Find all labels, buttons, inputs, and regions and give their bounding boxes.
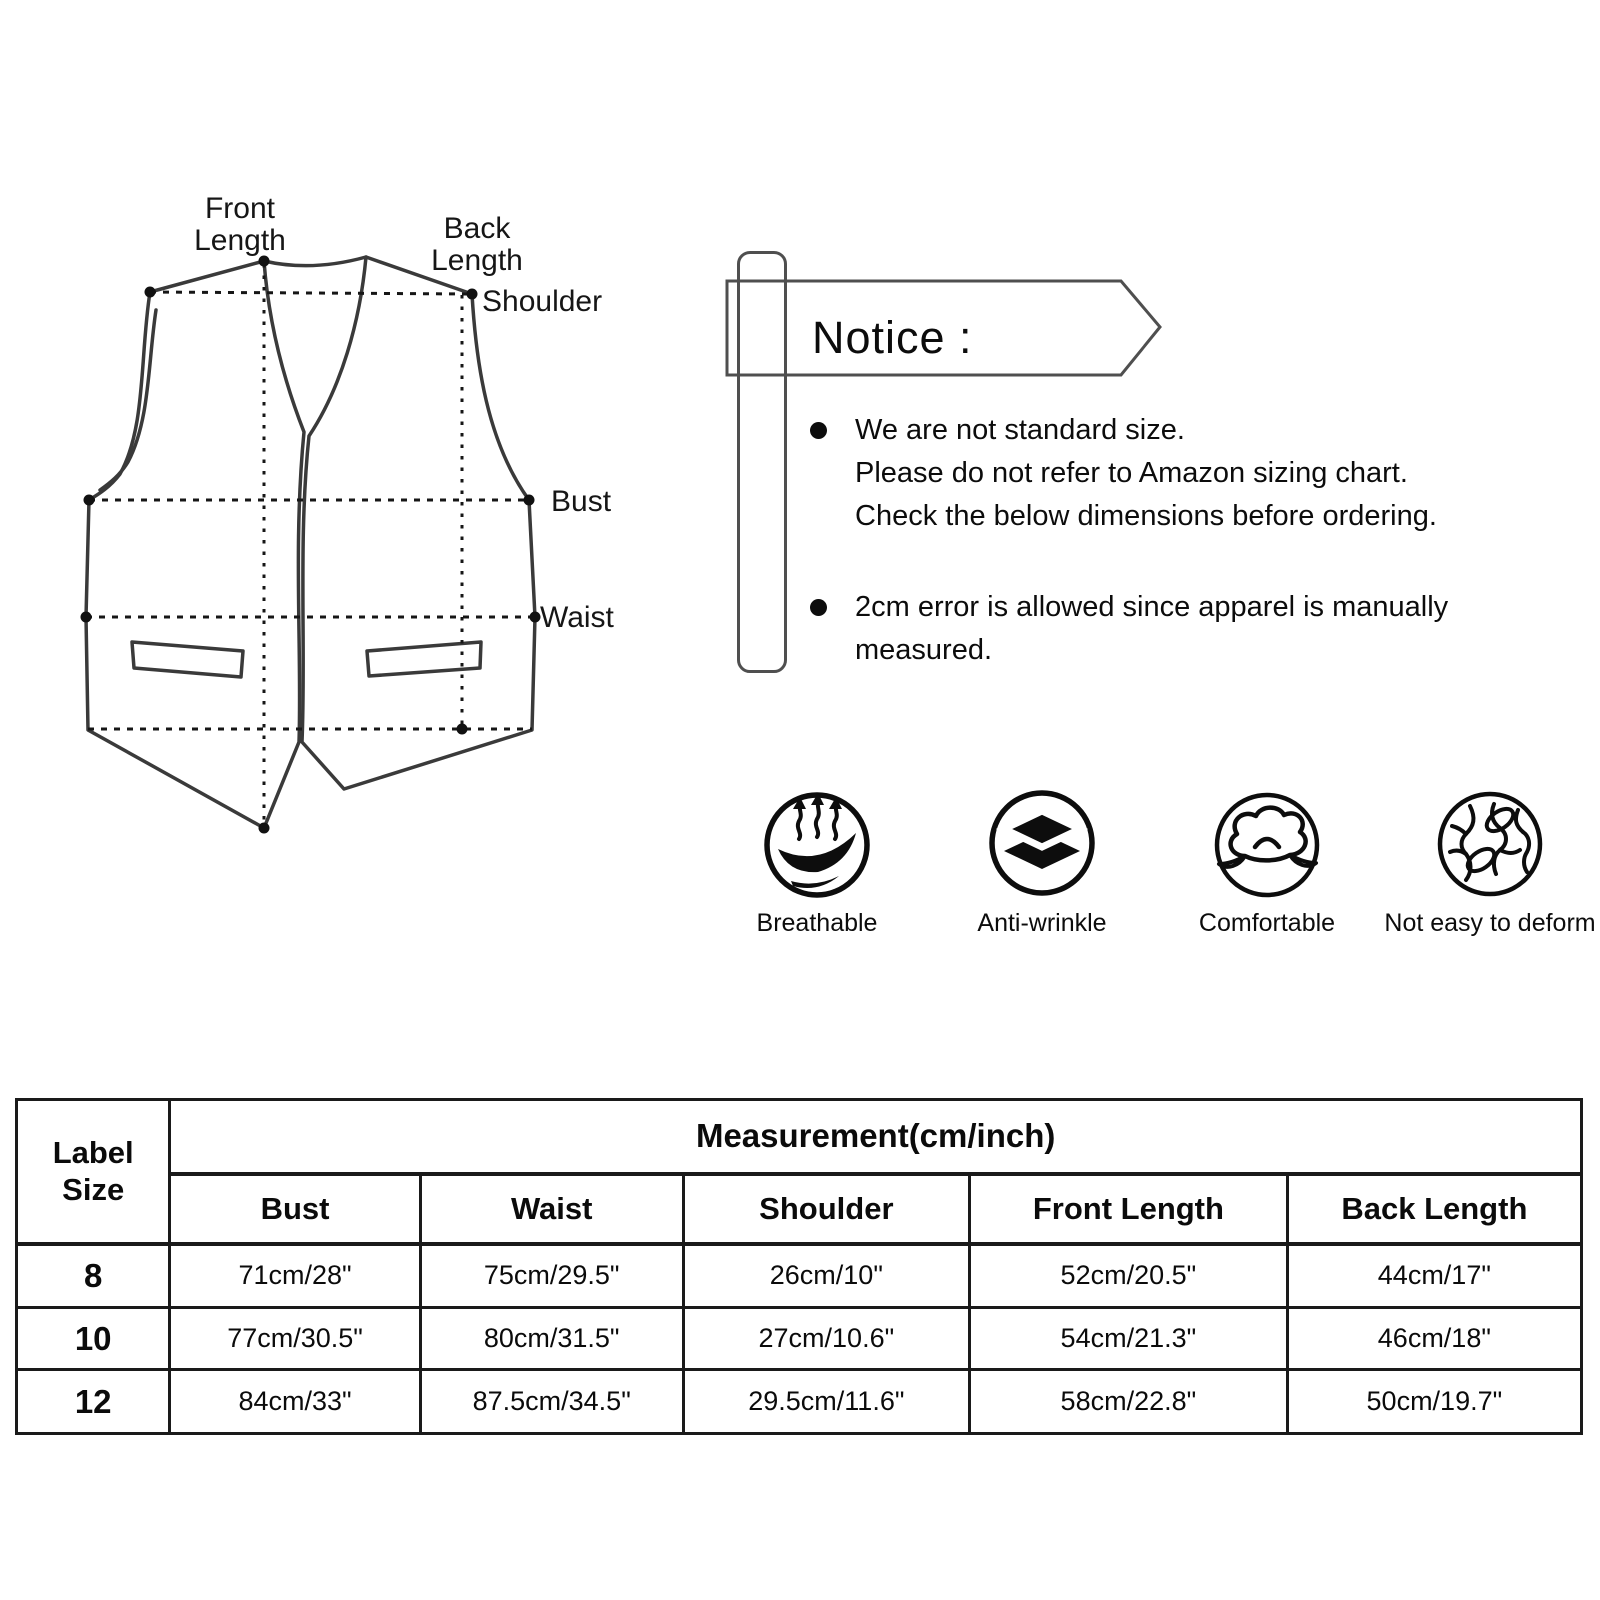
vest-armhole-facing-line [100,310,156,490]
column-header-back-length: Back Length [1287,1174,1581,1244]
waist-value: 87.5cm/34.5" [420,1370,683,1434]
back-length-label-line2: Length [431,244,523,277]
front-length-value: 54cm/21.3" [970,1308,1288,1370]
notice-bullet-1 [810,409,1510,538]
notice-line: 2cm error is allowed since apparel is manually [855,591,1449,623]
bust-label: Bust [551,485,612,518]
column-header-front-length: Front Length [970,1174,1288,1244]
table-row-size-10 [17,1308,1582,1370]
vest-left-pocket [132,642,243,677]
breathable-label: Breathable [756,909,878,937]
vest-measurement-diagram [40,180,680,900]
waist-value: 80cm/31.5" [420,1308,683,1370]
notice-line: measured. [855,634,993,666]
column-header-bust: Bust [170,1174,420,1244]
notice-title: Notice : [812,312,973,363]
back-length-value: 46cm/18" [1287,1308,1581,1370]
back-length-value: 44cm/17" [1287,1244,1581,1308]
measurement-group-header: Measurement(cm/inch) [170,1100,1582,1174]
back-length-value: 50cm/19.7" [1287,1370,1581,1434]
back-length-label-line1: Back [443,212,511,245]
table-row-size-12 [17,1370,1582,1434]
bust-value: 71cm/28" [170,1244,420,1308]
measurement-anchor-dots [81,256,541,834]
table-row-size-8 [17,1244,1582,1308]
anti-wrinkle-label: Anti-wrinkle [977,909,1107,937]
size-value: 8 [17,1244,170,1308]
label-size-header-cell [17,1100,170,1244]
shoulder-value: 26cm/10" [683,1244,969,1308]
notice-bullet-1-text [855,409,1437,538]
bust-value: 84cm/33" [170,1370,420,1434]
not-easy-to-deform-label: Not easy to deform [1384,909,1596,937]
notice-line: Please do not refer to Amazon sizing chart. [855,457,1408,489]
bust-value: 77cm/30.5" [170,1308,420,1370]
column-header-shoulder: Shoulder [683,1174,969,1244]
notice-bullet-list [810,409,1510,672]
waist-label: Waist [540,601,614,634]
anti-wrinkle-icon [986,787,1098,899]
front-length-value: 52cm/20.5" [970,1244,1288,1308]
front-length-label-line1: Front [204,192,276,225]
notice-bullet-2 [810,586,1510,672]
size-value: 12 [17,1370,170,1434]
bullet-dot-icon [810,422,827,439]
front-length-label-line2: Length [194,224,286,257]
vest-outline-right-panel [302,257,535,789]
waist-value: 75cm/29.5" [420,1244,683,1308]
measurement-lines [86,264,535,826]
bullet-dot-icon [810,599,827,616]
notice-line: Check the below dimensions before ordering. [855,500,1437,532]
label-size-line1: Label [52,1135,134,1171]
table-group-header-row [17,1100,1582,1174]
front-length-value: 58cm/22.8" [970,1370,1288,1434]
shoulder-line [150,292,472,294]
measurement-table [15,1098,1583,1435]
notice-bullet-2-text [855,586,1448,672]
comfortable-icon [1211,789,1323,901]
not-easy-to-deform-icon [1434,788,1546,900]
comfortable-label: Comfortable [1198,909,1336,937]
size-value: 10 [17,1308,170,1370]
shoulder-value: 27cm/10.6" [683,1308,969,1370]
shoulder-label: Shoulder [482,285,603,318]
breathable-icon [761,789,873,901]
column-header-waist: Waist [420,1174,683,1244]
vest-right-pocket [367,642,481,676]
label-size-line2: Size [62,1172,125,1208]
table-column-header-row [17,1174,1582,1244]
vest-outline-left-panel [86,257,472,828]
notice-line: We are not standard size. [855,414,1185,446]
shoulder-value: 29.5cm/11.6" [683,1370,969,1434]
